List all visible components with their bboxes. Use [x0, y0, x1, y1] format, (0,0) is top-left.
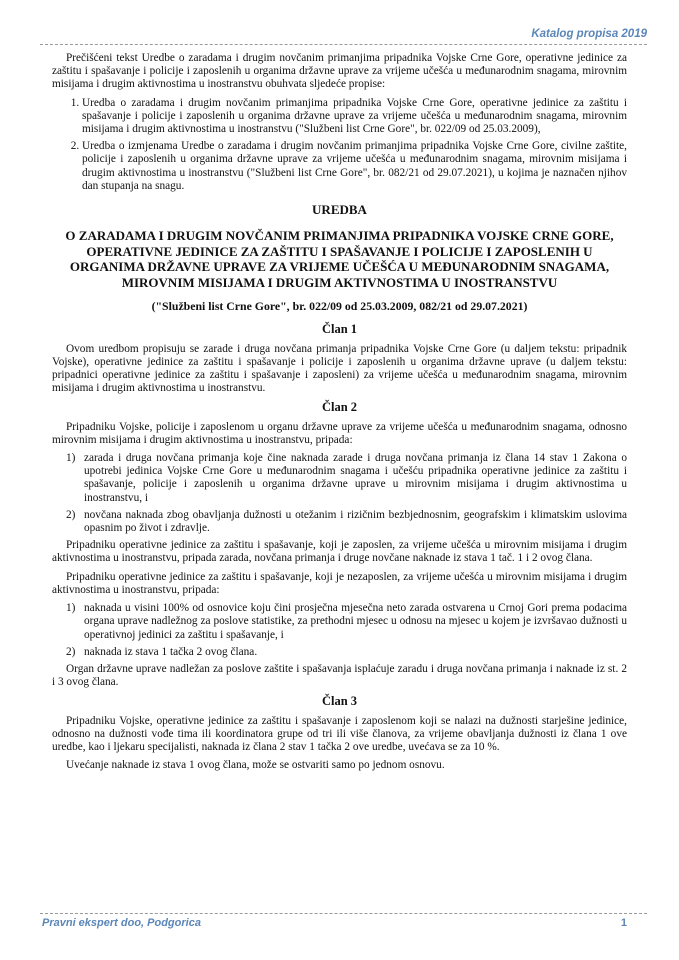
- list-item-number: 1): [66, 452, 76, 465]
- article-2-paragraph-4: Organ državne uprave nadležan za poslove zaštite i spašavanja isplaćuje zaradu i druga novčana primanja i naknade iz st. 2 i 3 ovog člana.: [52, 662, 627, 689]
- footer-divider: [40, 913, 647, 914]
- article-2-paragraph-3: Pripadniku operativne jedinice za zaštitu i spašavanje, koji je nezaposlen, za vrijeme učešća u mirovnim misijama i drugim aktivnostima u inostranstvu, pripada:: [52, 570, 627, 596]
- intro-regulation-list: [52, 97, 627, 193]
- list-item-text: novčana naknada zbog obavljanja dužnosti u otežanim i rizičnim bezbjednosnim, geografskim i klimatskim uslovima opasnim po život i zdravlje.: [84, 508, 627, 535]
- list-item-number: 2): [66, 645, 76, 658]
- intro-regulation-item: 1. Uredba o zaradama i drugim novčanim primanjima pripadnika Vojske Crne Gore, operativne jedinice za zaštitu i spašavanje i policije i zaposlenih u organima državne uprave za vrijeme učešća u međunarodnim snagama, mirovnim misijama i drugim aktivnostima u inostranstvu ("Službeni list Crne Gore", br. 022/09 od 25.03.2009),: [82, 97, 627, 137]
- article-3-paragraph-1: Pripadniku Vojske, operativne jedinice za zaštitu i spašavanje i zaposlenom koji se nalazi na dužnosti starješine jedinice, odnosno na dužnosti vođe tima ili koordinatora grupe od tri ili više članova, za vrijeme obavljanja dužnosti iz člana 1 ove uredbe, kao i ljekaru specijalisti, naknada iz člana 2 stav 1 tačka 2 ove uredbe, uvećava se za 10 %.: [52, 714, 627, 753]
- list-item-text: naknada u visini 100% od osnovice koju čini prosječna mjesečna neto zarada ostvarena u Crnoj Gori prema podacima organa uprave nadležnog za poslove statistike, za prethodni mjesec u odnosu na mjesec u kojem je izvršavao dužnosti u operativnoj jedinici za zaštitu i spašavanje, i: [84, 602, 627, 641]
- list-item: [52, 509, 627, 535]
- intro-paragraph: Prečišćeni tekst Uredbe o zaradama i drugim novčanim primanjima pripadnika Vojske Crne Gore, operativne jedinice za zaštitu i spašavanje i policije i zaposlenih u organima državne uprave za vrijeme učešća u međunarodnim snagama, mirovnim misijama i drugim aktivnostima u inostranstvu obuhvata sljedeće propise:: [52, 52, 627, 91]
- header-divider: [40, 44, 647, 45]
- article-2-paragraph-2: Pripadniku operativne jedinice za zaštitu i spašavanje, koji je zaposlen, za vrijeme učešća u mirovnim misijama i drugim aktivnostima u inostranstvu, pripada zarada, novčana primanja i druge novčane naknade iz stava 1 tač. 1 i 2 ovog člana.: [52, 539, 627, 565]
- list-item-text: zarada i druga novčana primanja koje čine naknada zarade i druga novčana primanja iz člana 14 stav 1 Zakona o upotrebi jedinica Vojske Crne Gore u međunarodnim snagama i učešću pripadnika operativne jedinice za zaštitu i spašavanje, policije i zaposlenih u organima državne uprave u mirovnim misijama i drugim aktivnostima u inostranstvu, i: [84, 452, 627, 504]
- article-1-heading: Član 1: [321, 322, 358, 337]
- article-1-paragraph-1: Ovom uredbom propisuju se zarade i druga novčana primanja pripadnika Vojske Crne Gore (u daljem tekstu: pripadnik Vojske), operativne jedinice za zaštitu i spašavanje i policije i zaposlenih u organima državne uprave (u daljem tekstu: pripadnici operativne jedinice za zaštitu i spašavanje i zaposleni) za vrijeme učešća u međunarodnim snagama, mirovnim misijama i drugim aktivnostima u inostranstvu.: [52, 342, 627, 395]
- article-2-paragraph-1: Pripadniku Vojske, policije i zaposlenom u organu državne uprave za vrijeme učešća u međunarodnim snagama, odnosno mirovnim misijama i drugim aktivnostima u inostranstvu, pripada:: [52, 420, 627, 446]
- list-item: [52, 602, 627, 642]
- list-item: [52, 452, 627, 505]
- list-item-text: naknada iz stava 1 tačka 2 ovog člana.: [84, 645, 258, 658]
- intro-regulation-item: 2. Uredba o izmjenama Uredbe o zaradama i drugim novčanim primanjima pripadnika Vojske Crne Gore, civilne zaštite, policije i zaposlenih u organima državne uprave za vrijeme učešća u međunarodnim snagama, mirovnim misijama i drugim aktivnostima u inostranstvu ("Službeni list Crne Gore", br. 082/21 od 29.07.2021), u kojima je naznačen njihov dan stupanja na snagu.: [82, 140, 627, 193]
- article-3-heading: Član 3: [321, 694, 358, 709]
- list-item-number: 1): [66, 602, 76, 615]
- footer-page-number: 1: [620, 917, 627, 929]
- document-reference: ("Službeni list Crne Gore", br. 022/09 od 25.03.2009, 082/21 od 29.07.2021): [151, 299, 528, 314]
- document-body: [52, 52, 627, 777]
- article-2-list-1: [52, 452, 627, 535]
- list-item: [52, 646, 627, 659]
- document-title: O ZARADAMA I DRUGIM NOVČANIM PRIMANJIMA PRIPADNIKA VOJSKE CRNE GORE, OPERATIVNE JEDINICE ZA ZAŠTITU I SPAŠAVANJE I POLICIJE I ZAPOSLENIH U ORGANIMA DRŽAVNE UPRAVE ZA VRIJEME UČEŠĆA U MEĐUNARODNIM SNAGAMA, MIROVNIM MISIJAMA I DRUGIM AKTIVNOSTIMA U INOSTRANSTVU: [65, 228, 614, 290]
- article-2-list-2: [52, 602, 627, 659]
- header-catalog-title: Katalog propisa 2019: [531, 28, 647, 40]
- document-type: UREDBA: [312, 202, 367, 218]
- list-item-number: 2): [66, 508, 76, 521]
- article-3-paragraph-2: Uvećanje naknade iz stava 1 ovog člana, može se ostvariti samo po jednom osnovu.: [66, 759, 445, 772]
- article-2-heading: Član 2: [321, 400, 358, 415]
- footer-publisher: Pravni ekspert doo, Podgorica: [42, 917, 201, 929]
